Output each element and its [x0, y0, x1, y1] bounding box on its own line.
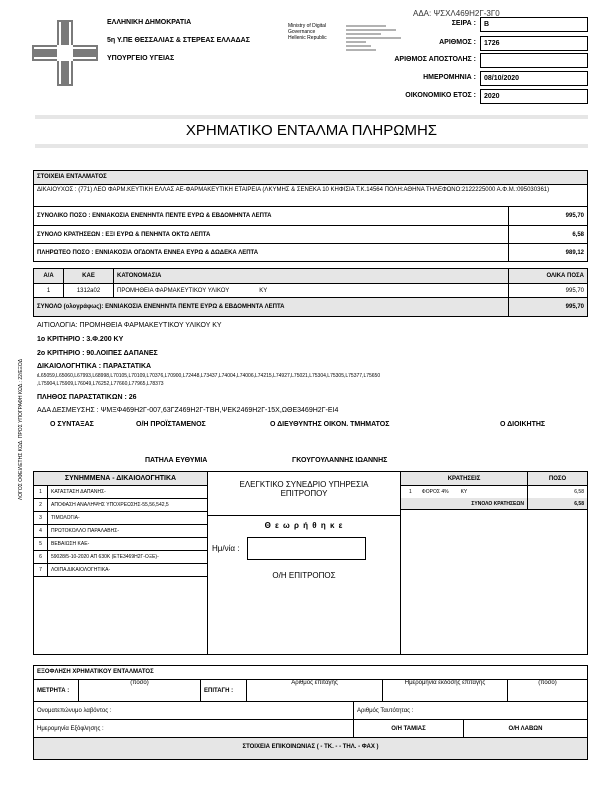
table-row: 1 ΦΟΡΟΣ 4% ΚΥ 6,58: [401, 486, 587, 498]
payment-section: [33, 665, 588, 760]
reason: ΑΙΤΙΟΛΟΓΙΑ: ΠΡΟΜΗΘΕΙΑ ΦΑΡΜΑΚΕΥΤΙΚΟΥ ΥΛΙΚΟΥ ΚΥ: [37, 322, 222, 329]
items-table: [33, 268, 588, 317]
cashier-label: Ο/Η ΤΑΜΙΑΣ: [354, 720, 464, 737]
check-amount-caption: (ποσό): [538, 680, 557, 686]
list-item: 4 ΠΡΩΤΟΚΟΛΛΟ ΠΑΡΑΛΑΒΗΣ-: [34, 525, 207, 538]
total-row: [34, 207, 587, 226]
sent-number-label: ΑΡΙΘΜΟΣ ΑΠΟΣΤΟΛΗΣ :: [394, 56, 476, 63]
list-item: 6 59028/5-10-2020 ΑΠ 630Κ (ΕΤΕ3469Η2Γ-ΟΞΕ)-: [34, 551, 207, 564]
year-label: ΟΙΚΟΝΟΜΙΚΟ ΕΤΟΣ :: [405, 92, 476, 99]
role-compiler: Ο ΣΥΝΤΑΞΑΣ: [50, 421, 94, 428]
side-vertical-text: ΛΟΓΟΣ ΟΦΕΙΛΕΤΗΣ ΚΩΔ. ΠΡΟΣ ΥΠΟΓΡΑΦΗ ΚΩΔ.: 22/ΕΞΟΔ: [18, 358, 24, 500]
title-bar-top: [35, 115, 588, 119]
title-bar-bottom: [35, 144, 588, 148]
series-field: Β: [480, 17, 588, 32]
date-label: ΗΜΕΡΟΜΗΝΙΑ :: [423, 74, 476, 81]
list-item: 1 ΚΑΤΑΣΤΑΣΗ ΔΑΠΑΝΗΣ-: [34, 486, 207, 499]
deductions-value: 6,58: [572, 231, 584, 238]
attached-header: ΣΥΝΗΜΜΕΝΑ - ΔΙΚΑΙΟΛΟΓΗΤΙΚΑ: [34, 472, 207, 486]
criterion-1: 1ο ΚΡΙΤΗΡΙΟ : 3.Φ.200 ΚΥ: [37, 336, 124, 343]
sent-number-field: [480, 53, 588, 68]
commissioner: Ο/Η ΕΠΙΤΡΟΠΟΣ: [272, 571, 336, 580]
col-name: ΚΑΤΟΝΟΜΑΣΙΑ: [114, 269, 509, 283]
deductions-row: [34, 226, 587, 244]
list-item: 3 ΤΙΜΟΛΟΓΙΑ-: [34, 512, 207, 525]
check-date-caption: Ημερομηνία έκδοσης επιταγής: [383, 680, 508, 701]
org-line-3: ΥΠΟΥΡΓΕΙΟ ΥΓΕΙΑΣ: [107, 55, 175, 62]
audit-box: [207, 471, 401, 655]
col-amount: ΟΛΙΚΑ ΠΟΣΑ: [546, 273, 584, 279]
total-value: 995,70: [565, 213, 584, 219]
deductions-total-row: ΣΥΝΟΛΟ ΚΡΑΤΗΣΕΩΝ 6,58: [401, 498, 587, 510]
documents-line-1: ιL65059,L65060,L67993,L68998,L70105,L70109,L70376,L70900,L72448,L73437,L74004,L74006,L74215,L74927,L75021,L75304,L75305,L75377,L75650: [37, 373, 381, 379]
cash-label: ΜΕΤΡΗΤΑ :: [34, 680, 79, 701]
deductions-table: [400, 471, 588, 655]
year-field: 2020: [480, 89, 588, 104]
payable-value: 989,12: [565, 249, 584, 256]
items-total-row: [34, 298, 587, 316]
table-row: 1 1312a02 ΠΡΟΜΗΘΕΙΑ ΦΑΡΜΑΚΕΥΤΙΚΟΥ ΥΛΙΚΟΥ ΚΥ 995,70: [34, 284, 587, 298]
series-label: ΣΕΙΡΑ :: [451, 20, 476, 27]
org-line-2: 5η Υ.ΠΕ ΘΕΣΣΑΛΙΑΣ & ΣΤΕΡΕΑΣ ΕΛΛΑΔΑΣ: [107, 37, 250, 44]
col-kae: ΚΑΕ: [64, 269, 114, 283]
payable-row: [34, 244, 587, 261]
payable-label: ΠΛΗΡΩΤΕΟ ΠΟΣΟ : ΕΝΝΙΑΚΟΣΙΑ ΟΓΔΟΝΤΑ ΕΝΝΕΑ ΕΥΡΩ & ΔΩΔΕΚΑ ΛΕΠΤΑ: [34, 244, 509, 261]
date-field: 08/10/2020: [480, 71, 588, 86]
signatory-name-1: ΠΑΤΗΛΑ ΕΥΘΥΜΙΑ: [145, 457, 208, 464]
list-item: 2 ΑΠΟΦΑΣΗ ΑΝΑΛΗΨΗΣ ΥΠΟΧΡΕΩΣΗΣ-55,56,542,5: [34, 499, 207, 512]
items-total-value: 995,70: [565, 304, 584, 310]
attached-documents: [33, 471, 208, 655]
role-head: Ο/Η ΠΡΟΪΣΤΑΜΕΝΟΣ: [136, 421, 206, 428]
audit-date-field: [247, 537, 366, 560]
cross-logo-icon: [32, 20, 98, 86]
ada-commitment: ΑΔΑ ΔΕΣΜΕΥΣΗΣ : ΨΜΞΦ469Η2Γ-007,63ΓΖ469Η2Γ-ΤΒΗ,ΨΕΚ2469Η2Γ-15Χ,ΩΘΕ3469Η2Γ-ΕΙ4: [37, 407, 339, 414]
items-total-label: ΣΥΝΟΛΟ (ολογράφως): ΕΝΝΙΑΚΟΣΙΑ ΕΝΕΝΗΝΤΑ ΠΕΝΤΕ ΕΥΡΩ & ΕΒΔΟΜΗΝΤΑ ΛΕΠΤΑ: [34, 298, 509, 316]
entalma-section-title: ΣΤΟΙΧΕΙΑ ΕΝΤΑΛΜΑΤΟΣ: [34, 171, 587, 185]
check-label: ΕΠΙΤΑΓΗ :: [201, 680, 247, 701]
payment-date-label: Ημερομηνία Εξόφλησης :: [34, 720, 354, 737]
number-field: 1726: [480, 36, 588, 51]
approved-stamp: Θ ε ω ρ ή θ η κ ε: [264, 521, 344, 530]
role-director: Ο ΔΙΕΥΘΥΝΤΗΣ ΟΙΚΟΝ. ΤΜΗΜΑΤΟΣ: [270, 421, 390, 428]
list-item: 7 ΛΟΙΠΑ ΔΙΚΑΙΟΛΟΓΗΤΙΚΑ-: [34, 564, 207, 577]
digital-stamp: Ministry of Digital Governance Hellenic Republic: [288, 23, 327, 41]
list-item: 5 ΒΕΒΑΙΩΣΗ ΚΑΕ-: [34, 538, 207, 551]
check-number-caption: Αριθμός επιταγής: [247, 680, 383, 701]
court-title: ΕΛΕΓΚΤΙΚΟ ΣΥΝΕΔΡΙΟ ΥΠΗΡΕΣΙΑ ΕΠΙΤΡΟΠΟΥ: [208, 472, 400, 516]
documents-line-2: ,L75904,L75909,L76049,L76252,L77660,L77965,L78373: [37, 381, 164, 387]
beneficiary: ΔΙΚΑΙΟΥΧΟΣ : (771) ΛΕΟ ΦΑΡΜ.ΚΕΥΤΙΚΗ ΕΛΛΑΣ ΑΕ-ΦΑΡΜΑΚΕΥΤΙΚΗ ΕΤΑΙΡΕΙΑ (ΛΚΥΜΗΣ & ΣΕΝΕΚΑ 10 ΚΗΦΙΣΙΑ Τ.Κ.14564 ΠΟΛΗ:ΑΘΗΝΑ ΤΗΛΕΦΩΝΟ:2122225000 Α.Φ.Μ.:095030361): [34, 185, 587, 207]
receiver-label: Ο/Η ΛΑΒΩΝ: [508, 725, 543, 732]
items-header-row: [34, 269, 587, 284]
audit-date-label: Ημ/νία :: [212, 544, 240, 553]
role-governor: Ο ΔΙΟΙΚΗΤΗΣ: [500, 421, 546, 428]
ada-label: ΑΔΑ: ΨΣΧΛ469Η2Γ-3Γ0: [413, 9, 500, 18]
total-label: ΣΥΝΟΛΙΚΟ ΠΟΣΟ : ΕΝΝΙΑΚΟΣΙΑ ΕΝΕΝΗΝΤΑ ΠΕΝΤΕ ΕΥΡΩ & ΕΒΔΟΜΗΝΤΑ ΛΕΠΤΑ: [34, 207, 509, 225]
document-count: ΠΛΗΘΟΣ ΠΑΡΑΣΤΑΤΙΚΩΝ : 26: [37, 394, 137, 401]
payment-title: ΕΞΟΦΛΗΣΗ ΧΡΗΜΑΤΙΚΟΥ ΕΝΤΑΛΜΑΤΟΣ: [34, 666, 587, 680]
receiver-name-label: Ονοματεπώνυμο λαβόντος :: [34, 702, 354, 719]
deductions-col-name: ΚΡΑΤΗΣΕΙΣ: [401, 472, 528, 485]
number-label: ΑΡΙΘΜΟΣ :: [439, 39, 476, 46]
deductions-col-amount: ΠΟΣΟ: [548, 475, 567, 482]
org-line-1: ΕΛΛΗΝΙΚΗ ΔΗΜΟΚΡΑΤΙΑ: [107, 19, 192, 26]
cash-amount-caption: (ποσό): [79, 680, 201, 701]
criterion-2: 2ο ΚΡΙΤΗΡΙΟ : 90.ΛΟΙΠΕΣ ΔΑΠΑΝΕΣ: [37, 350, 158, 357]
page-title: ΧΡΗΜΑΤΙΚΟ ΕΝΤΑΛΜΑ ΠΛΗΡΩΜΗΣ: [185, 122, 438, 139]
documents-label: ΔΙΚΑΙΟΛΟΓΗΤΙΚΑ : ΠΑΡΑΣΤΑΤΙΚΑ: [37, 363, 152, 370]
contact-footer: ΣΤΟΙΧΕΙΑ ΕΠΙΚΟΙΝΩΝΙΑΣ ( - ΤΚ. - - ΤΗΛ. - ΦΑΧ ): [34, 738, 587, 759]
col-aa: Α/Α: [34, 269, 64, 283]
deductions-label: ΣΥΝΟΛΟ ΚΡΑΤΗΣΕΩΝ : ΕΞΙ ΕΥΡΩ & ΠΕΝΗΝΤΑ ΟΚΤΩ ΛΕΠΤΑ: [34, 226, 509, 243]
signature-scribble: [346, 23, 404, 53]
signatory-name-2: ΓΚΟΥΓΟΥΛΑΝΝΗΣ ΙΩΑΝΝΗΣ: [292, 457, 388, 464]
id-number-label: Αριθμός Ταυτότητας :: [357, 707, 414, 714]
entalma-section: [33, 170, 588, 262]
